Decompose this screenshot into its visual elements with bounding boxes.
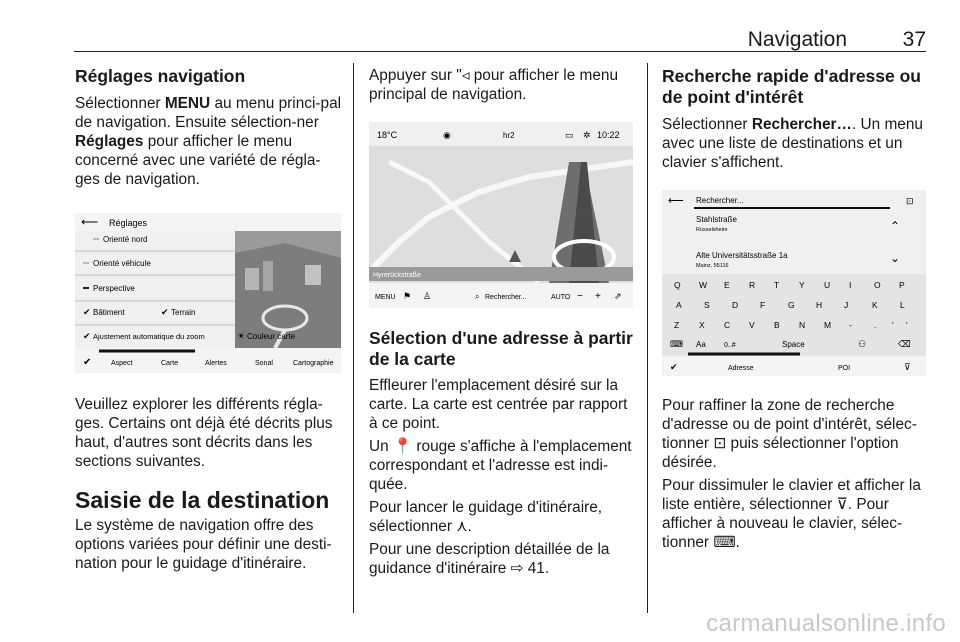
sun-icon: ☀	[237, 331, 246, 341]
text: . Un menu avec une liste de destinations et un clavier s'affichent.	[662, 116, 923, 171]
space-key[interactable]: Space	[782, 340, 805, 349]
filter-icon: ⊡	[906, 196, 914, 206]
section-heading: Recherche rapide d'adresse ou de point d'intérêt	[662, 66, 921, 107]
column-divider	[647, 63, 648, 613]
zoom-in-icon: +	[595, 291, 601, 302]
tab-carte: Carte	[161, 360, 179, 367]
route-icon: ⇗	[614, 291, 622, 301]
tab-aspect: Aspect	[111, 360, 133, 367]
key[interactable]: I	[849, 280, 852, 290]
search-button: Rechercher...	[485, 294, 527, 301]
page-header-title: Navigation	[747, 28, 847, 51]
column-divider	[353, 63, 354, 613]
key[interactable]: U	[824, 280, 831, 290]
key[interactable]: Z	[674, 320, 680, 330]
search-icon: ⌕	[475, 292, 480, 301]
key[interactable]: T	[774, 280, 780, 290]
paragraph: Un 📍 rouge s'affiche à l'emplacement correspondant et l'adresse est indi-quée.	[369, 438, 632, 493]
setting-item: Couleur carte	[247, 332, 296, 341]
key[interactable]: D	[732, 300, 739, 310]
key[interactable]: B	[774, 320, 780, 330]
key[interactable]: E	[724, 280, 730, 290]
tab-cartographie: Cartographie	[293, 360, 334, 367]
paragraph: Effleurer l'emplacement désiré sur la carte. La carte est centrée par rapport à ce point.	[369, 377, 628, 432]
key[interactable]: .	[874, 320, 877, 330]
auto-zoom: AUTO	[551, 294, 571, 301]
text: Sélectionner	[75, 95, 165, 112]
section-heading: Saisie de la destination	[75, 487, 330, 513]
key[interactable]: M	[824, 320, 832, 330]
key[interactable]: A	[676, 300, 682, 310]
paragraph: Pour lancer le guidage d'itinéraire, sélectionner ⋏.	[369, 499, 603, 535]
checkmark-icon: ✔	[161, 307, 169, 317]
rechercher-keyword: Rechercher…	[751, 116, 852, 133]
key[interactable]: F	[760, 300, 766, 310]
result-subtitle: Rüsselsheim	[696, 227, 728, 233]
paragraph: Pour dissimuler le clavier et afficher la liste entière, sélectionner ⊽. Pour afficher à nouveau le clavier, sélec-tionner ⌨.	[662, 477, 921, 551]
menu-button: MENU	[375, 294, 396, 301]
key[interactable]: N	[799, 320, 806, 330]
paragraph: Appuyer sur "◃ pour afficher le menu principal de navigation.	[369, 67, 619, 103]
key[interactable]: X	[699, 320, 705, 330]
column-3	[662, 66, 930, 556]
checkmark-icon: ✔	[83, 331, 91, 341]
shot-title: Réglages	[109, 218, 148, 228]
tab-alertes: Alertes	[205, 360, 227, 367]
numbers-key[interactable]: 0..#	[724, 342, 736, 349]
setting-item: Terrain	[171, 308, 196, 317]
column-2	[369, 66, 634, 582]
case-key[interactable]: Aa	[696, 340, 706, 349]
key[interactable]: '	[906, 320, 908, 330]
text: pour afficher le menu concerné avec une variété de régla-ges de navigation.	[75, 133, 321, 188]
chevron-up-icon: ⌃	[890, 219, 901, 233]
text: Sélectionner	[662, 116, 752, 133]
menu-keyword: MENU	[164, 95, 211, 112]
key[interactable]: C	[724, 320, 731, 330]
zoom-out-icon: −	[577, 291, 583, 302]
key[interactable]: Q	[674, 280, 681, 290]
section-heading: Sélection d'une adresse à partir de la carte	[369, 328, 633, 369]
page-number: 37	[902, 28, 926, 51]
result-title: Stahlstraße	[696, 215, 737, 224]
setting-item: Bâtiment	[93, 308, 125, 317]
paragraph: Veuillez explorer les différents régla-ges. Certains ont déjà été décrits plus haut, d'autres sont décrits dans les sections suivantes.	[75, 396, 333, 470]
watermark: carmanualsonline.info	[706, 610, 946, 637]
key[interactable]: J	[844, 300, 849, 310]
key[interactable]: K	[872, 300, 878, 310]
key[interactable]: L	[900, 300, 905, 310]
text: au menu princi-pal de navigation. Ensuite sélection-ner	[75, 95, 342, 131]
result-subtitle: Mainz, 55116	[696, 263, 729, 269]
street-name: Hyrerückstraße	[373, 272, 421, 279]
search-screenshot	[662, 190, 926, 376]
paragraph	[662, 115, 930, 172]
key[interactable]: R	[749, 280, 756, 290]
key[interactable]: '	[892, 320, 894, 330]
compass-icon: ◉	[443, 130, 451, 140]
tab-adresse[interactable]: Adresse	[728, 365, 754, 372]
key[interactable]: V	[749, 320, 755, 330]
back-arrow-icon: ⟵	[668, 195, 684, 207]
map-screenshot	[369, 122, 633, 308]
reglages-keyword: Réglages	[75, 133, 144, 150]
confirm-icon: ✔	[83, 357, 92, 368]
setting-item: Orienté véhicule	[93, 259, 151, 268]
person-icon: ♙	[423, 291, 432, 301]
key[interactable]: Y	[799, 280, 805, 290]
search-field: Rechercher...	[696, 196, 744, 205]
column-1	[75, 66, 343, 577]
voice-icon[interactable]: ⚇	[858, 339, 867, 349]
setting-item: Ajustement automatique du zoom	[93, 332, 205, 341]
status-text: hr2	[503, 131, 515, 140]
key[interactable]: G	[788, 300, 795, 310]
backspace-icon[interactable]: ⌫	[898, 339, 911, 349]
key[interactable]: O	[874, 280, 881, 290]
clock: 10:22	[597, 130, 620, 140]
temperature: 18°C	[377, 130, 398, 140]
tab-poi[interactable]: POI	[838, 365, 851, 372]
key[interactable]: W	[699, 280, 708, 290]
confirm-icon[interactable]: ✔	[670, 362, 678, 372]
flag-icon: ⚑	[403, 291, 412, 301]
back-arrow-icon: ⟵	[81, 215, 99, 229]
key[interactable]: P	[899, 280, 905, 290]
settings-icon: ✲	[583, 130, 591, 140]
paragraph	[75, 94, 343, 189]
paragraph: Le système de navigation offre des options variées pour définir une desti-nation pour le guidage d'itinéraire.	[75, 517, 332, 572]
chevron-down-icon: ⌄	[890, 251, 901, 265]
hide-keyboard-icon[interactable]: ⊽	[904, 362, 911, 372]
key[interactable]: S	[704, 300, 710, 310]
keyboard-icon[interactable]: ⌨	[670, 339, 683, 349]
phone-icon: ▭	[565, 130, 574, 140]
key[interactable]: -	[849, 320, 852, 330]
section-heading: Réglages navigation	[75, 66, 246, 86]
paragraph: Pour raffiner la zone de recherche d'adresse ou de point d'intérêt, sélec-tionner ⊡ puis sélectionner l'option désirée.	[662, 397, 917, 471]
key[interactable]: H	[816, 300, 823, 310]
result-title: Alte Universitätsstraße 1a	[696, 251, 788, 260]
paragraph: Pour une description détaillée de la guidance d'itinéraire ⇨ 41.	[369, 541, 610, 577]
setting-item: Perspective	[93, 284, 135, 293]
settings-screenshot	[75, 213, 341, 373]
tab-sonal: Sonal	[255, 360, 273, 367]
header-rule	[74, 51, 926, 52]
setting-item: Orienté nord	[103, 235, 148, 244]
checkmark-icon: ✔	[83, 307, 91, 317]
